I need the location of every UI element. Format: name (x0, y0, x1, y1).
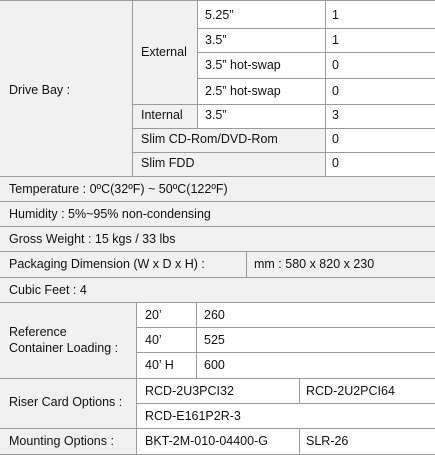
rule (132, 0, 133, 176)
container-size: 20’ (145, 308, 162, 322)
riser-option: RCD-2U3PCI32 (145, 384, 234, 398)
rule (0, 428, 435, 429)
external-size: 3.5” hot-swap (205, 58, 281, 72)
gross-weight-spec: Gross Weight : 15 kgs / 33 lbs (9, 232, 176, 246)
container-qty: 260 (204, 308, 225, 322)
rule (133, 128, 435, 129)
container-label-cell (0, 302, 136, 378)
rule (0, 251, 435, 252)
rule (136, 302, 137, 454)
drive-bay-label: Drive Bay : (9, 83, 71, 97)
external-qty: 0 (332, 58, 339, 72)
internal-size: 3.5” (205, 108, 227, 122)
slim-fdd-qty: 0 (332, 156, 339, 170)
mounting-label: Mounting Options : (9, 434, 114, 448)
rule (0, 277, 435, 278)
cubic-feet-spec: Cubic Feet : 4 (9, 283, 87, 297)
external-qty: 1 (332, 33, 339, 47)
internal-label: Internal (141, 108, 183, 122)
rule (0, 302, 435, 303)
external-label: External (141, 45, 187, 59)
riser-label: Riser Card Options : (9, 395, 123, 409)
container-size: 40’ H (145, 358, 174, 372)
container-label-line2: Container Loading : (9, 341, 119, 355)
container-qty: 600 (204, 358, 225, 372)
humidity-spec: Humidity : 5%~95% non-condensing (9, 207, 211, 221)
rule (0, 176, 435, 177)
mounting-option: SLR-26 (306, 434, 349, 448)
external-size: 3.5” (205, 33, 227, 47)
rule (325, 0, 326, 176)
container-size: 40’ (145, 333, 162, 347)
packaging-label: Packaging Dimension (W x D x H) : (9, 257, 205, 271)
slim-cd-qty: 0 (332, 132, 339, 146)
riser-option: RCD-2U2PCI64 (306, 384, 395, 398)
external-qty: 0 (332, 84, 339, 98)
rule (196, 302, 197, 378)
temperature-spec: Temperature : 0ºC(32ºF) ~ 50ºC(122ºF) (9, 182, 228, 196)
packaging-value: mm : 580 x 820 x 230 (254, 257, 375, 271)
slim-cd-label: Slim CD-Rom/DVD-Rom (141, 132, 278, 146)
mounting-option: BKT-2M-010-04400-G (145, 434, 268, 448)
rule (136, 352, 435, 353)
internal-qty: 3 (332, 108, 339, 122)
container-qty: 525 (204, 333, 225, 347)
container-label-line1: Reference (9, 325, 67, 339)
rule (197, 28, 435, 29)
rule (246, 251, 247, 277)
rule (133, 104, 435, 105)
external-qty: 1 (332, 8, 339, 22)
rule (299, 378, 300, 403)
rule (0, 378, 435, 379)
rule (133, 152, 435, 153)
rule (197, 52, 435, 53)
rule (197, 78, 435, 79)
riser-option: RCD-E161P2R-3 (145, 409, 241, 423)
slim-fdd-label: Slim FDD (141, 156, 195, 170)
rule (0, 0, 435, 1)
external-size: 5.25” (205, 8, 234, 22)
rule (299, 428, 300, 454)
rule (136, 403, 435, 404)
external-size: 2.5” hot-swap (205, 84, 281, 98)
rule (136, 327, 435, 328)
rule (0, 201, 435, 202)
rule (197, 0, 198, 128)
rule (0, 226, 435, 227)
